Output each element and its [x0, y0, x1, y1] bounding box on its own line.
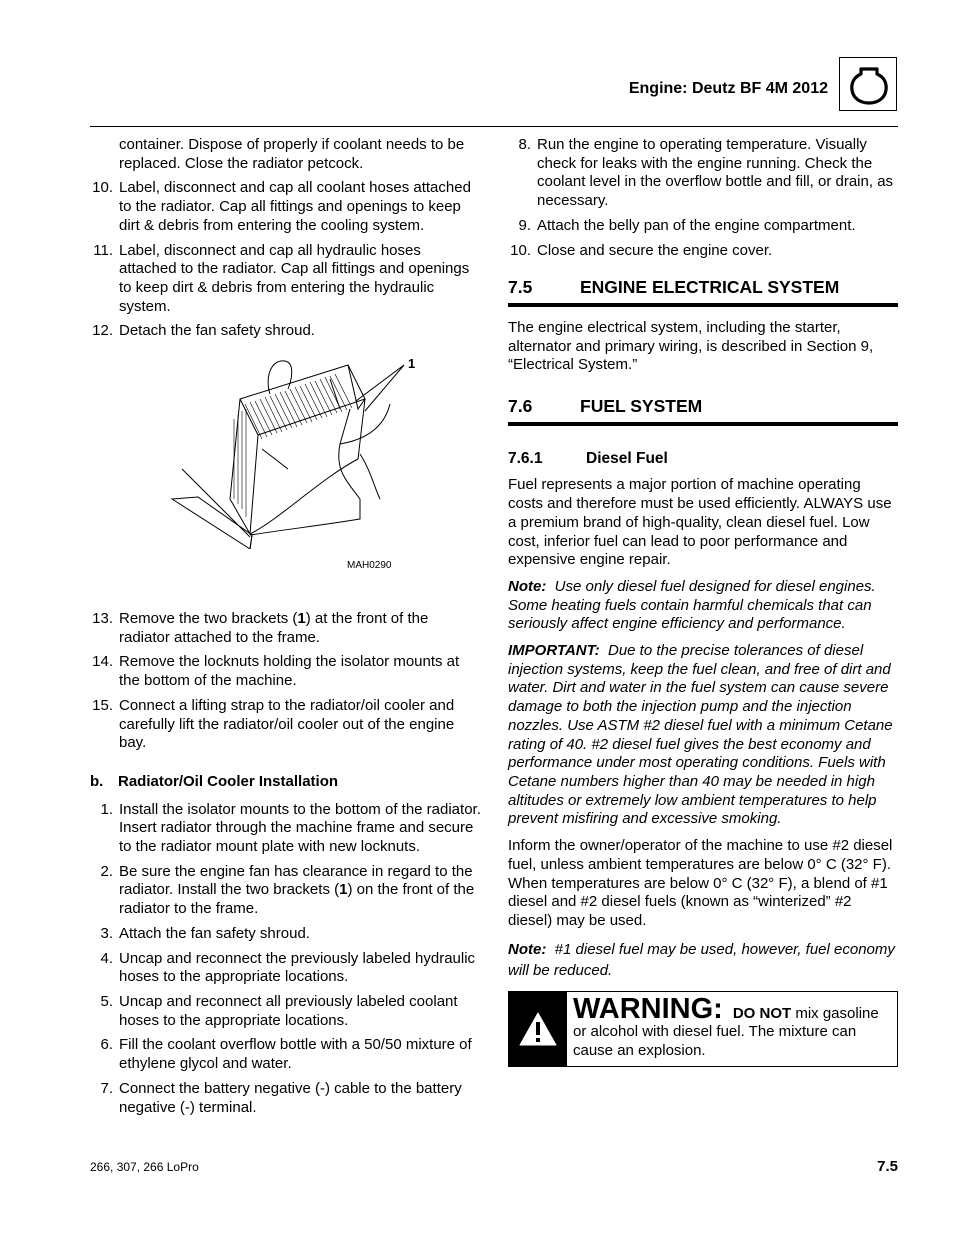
list-item-text: Run the engine to operating temperature. Visually check for leaks with the engine running. Check the coolant level in the overflow bottle and fill, or drain, as necessary. — [537, 136, 894, 210]
list-item-text: Label, disconnect and cap all coolant hoses attached to the radiator. Cap all fittings and openings to keep dirt & debris from entering the cooling system. — [119, 179, 471, 234]
list-item — [508, 136, 898, 211]
figure-callout-1: 1 — [408, 356, 416, 372]
removal-steps-b — [90, 610, 482, 753]
list-item-number: 7. — [100, 1079, 113, 1097]
installation-steps-continued — [508, 136, 898, 260]
installation-steps — [90, 801, 482, 1118]
list-item-text: Label, disconnect and cap all hydraulic hoses attached to the radiator. Cap all fittings and openings to keep dirt & debris from entering the hydraulic system. — [119, 241, 470, 315]
list-item-text: Close and secure the engine cover. — [537, 241, 773, 259]
list-item-text: Attach the belly pan of the engine compartment. — [537, 216, 856, 234]
list-item — [90, 801, 482, 857]
radiator-figure — [90, 349, 482, 604]
footer-models: 266, 307, 266 LoPro — [90, 1160, 199, 1174]
subsection-title: Diesel Fuel — [586, 449, 668, 467]
removal-steps-a — [90, 179, 482, 341]
figure-caption: MAH0290 — [347, 560, 392, 572]
header-rule — [90, 126, 898, 127]
list-item-text: Connect a lifting strap to the radiator/oil cooler and carefully lift the radiator/oil cooler out of the engine bay. — [119, 696, 455, 752]
section-title: FUEL SYSTEM — [580, 396, 703, 417]
note-text: #1 diesel fuel may be used, however, fuel economy will be reduced. — [508, 940, 895, 979]
installation-heading — [90, 773, 482, 792]
list-item — [508, 242, 898, 261]
list-item — [90, 1080, 482, 1117]
important-text: Due to the precise tolerances of diesel injection systems, keep the fuel clean, and free of dirt and water. Dirt and water in the fuel system can cause severe damage to both the injection pump and the injection nozzles. Use ASTM #2 diesel fuel with a minimum Cetane rating of 40. #2 diesel fuel gives the best economy and performance under most operating conditions. Fuels with Cetane numbers higher than 40 may be needed in high altitudes or extremely low ambient temperatures to help prevent misfiring and excessive smoking. — [508, 642, 893, 828]
fuel-intro-paragraph: Fuel represents a major portion of machine operating costs and therefore must be used efficiently. ALWAYS use a premium brand of high-quality, clean diesel fuel. Low cost, inferior fuel can lead to poor performance and expensive engine repair. — [508, 476, 892, 569]
list-item-text: Be sure the engine fan has clearance in regard to the radiator. Install the two brackets ( — [119, 862, 473, 899]
list-item-number: 10. — [92, 179, 113, 197]
warning-content — [567, 992, 897, 1066]
list-item-text: ) at the front of the radiator attached to the frame. — [119, 610, 429, 646]
list-item-number: 14. — [92, 653, 113, 671]
list-item-number: 8. — [518, 136, 531, 153]
note-label: Note: — [508, 577, 547, 595]
list-item-text: Connect the battery negative (-) cable to the battery negative (-) terminal. — [119, 1079, 462, 1116]
list-item-text: Uncap and reconnect all previously labeled coolant hoses to the appropriate locations. — [119, 992, 458, 1029]
bracket-callout-number: 1 — [339, 881, 348, 899]
list-item — [90, 322, 482, 341]
important-label: IMPORTANT: — [508, 642, 600, 660]
right-column — [508, 136, 898, 1067]
bracket-callout-number: 1 — [297, 610, 306, 628]
step-9-continuation: container. Dispose of properly if coolant needs to be replaced. Close the radiator petcock. — [119, 136, 465, 172]
section-7-6-heading — [508, 397, 898, 426]
section-number: 7.6 — [508, 396, 533, 417]
list-item-number: 11. — [93, 241, 113, 259]
list-item-number: 9. — [518, 216, 531, 234]
list-item-number: 1. — [100, 800, 113, 818]
list-item-number: 10. — [510, 241, 531, 259]
list-item-number: 5. — [100, 992, 113, 1010]
warning-word: WARNING: — [573, 992, 723, 1025]
warning-emphasis: DO NOT — [732, 1004, 792, 1022]
note-diesel-only — [508, 578, 898, 634]
important-notice — [508, 642, 898, 829]
list-item-text: ) on the front of the radiator to the frame. — [119, 881, 475, 918]
list-item — [90, 925, 482, 944]
warning-side-panel — [509, 992, 567, 1066]
list-item — [90, 179, 482, 235]
list-item-number: 3. — [100, 924, 113, 942]
list-item-number: 12. — [92, 322, 113, 340]
list-item-number: 13. — [92, 610, 113, 628]
installation-letter: b. — [90, 772, 104, 790]
list-item-text: Install the isolator mounts to the bottom of the radiator. Insert radiator through the machine frame and secure to the radiator mount plate with new locknuts. — [119, 800, 481, 856]
list-item-text: Attach the fan safety shroud. — [119, 924, 310, 942]
list-item — [90, 653, 482, 690]
warning-triangle-icon — [518, 1011, 558, 1047]
list-item-number: 4. — [100, 949, 113, 967]
list-item-number: 6. — [100, 1036, 113, 1054]
section-title: ENGINE ELECTRICAL SYSTEM — [580, 277, 840, 298]
section-7-6-1-heading — [508, 450, 898, 469]
note-text: Use only diesel fuel designed for diesel engines. Some heating fuels contain harmful chemicals that can seriously affect engine efficiency and performance. — [508, 577, 876, 633]
warning-text: mix gasoline or alcohol with diesel fuel. The mixture can cause an explosion. — [573, 1004, 879, 1059]
list-item — [508, 217, 898, 236]
left-column — [90, 136, 482, 1123]
installation-title: Radiator/Oil Cooler Installation — [118, 772, 339, 790]
list-item — [90, 863, 482, 919]
list-item — [90, 242, 482, 317]
electrical-system-text: The engine electrical system, including the starter, alternator and primary wiring, is described in Section 9, “Electrical System.” — [508, 318, 874, 374]
radiator-illustration — [170, 349, 410, 549]
warning-box — [508, 991, 898, 1067]
engine-section-icon — [839, 57, 897, 111]
note-label: Note: — [508, 940, 547, 958]
list-item — [90, 1036, 482, 1073]
list-item-number: 15. — [92, 696, 113, 714]
section-number: 7.5 — [508, 277, 533, 298]
list-item-number: 2. — [100, 862, 113, 880]
note-fuel-economy — [508, 939, 898, 981]
list-item-text: Remove the locknuts holding the isolator mounts at the bottom of the machine. — [119, 653, 460, 690]
list-item-text: Uncap and reconnect the previously labeled hydraulic hoses to the appropriate locations. — [119, 949, 476, 986]
section-7-5-heading — [508, 278, 898, 307]
list-item-text: Detach the fan safety shroud. — [119, 322, 315, 340]
list-item-text: Fill the coolant overflow bottle with a 50/50 mixture of ethylene glycol and water. — [119, 1036, 472, 1073]
list-item — [90, 993, 482, 1030]
inform-paragraph: Inform the owner/operator of the machine to use #2 diesel fuel, unless ambient temperatures are below 0° C (32° F). When temperatures are below 0° C (32° F), a blend of #1 diesel and #2 diesel fuels (known as “winterized” #2 diesel) may be used. — [508, 837, 893, 929]
list-item — [90, 610, 482, 647]
footer-page-number: 7.5 — [877, 1158, 898, 1175]
list-item-text: Remove the two brackets ( — [119, 610, 298, 628]
list-item — [90, 697, 482, 753]
list-item — [90, 950, 482, 987]
subsection-number: 7.6.1 — [508, 449, 543, 467]
page-header-title: Engine: Deutz BF 4M 2012 — [628, 80, 828, 97]
